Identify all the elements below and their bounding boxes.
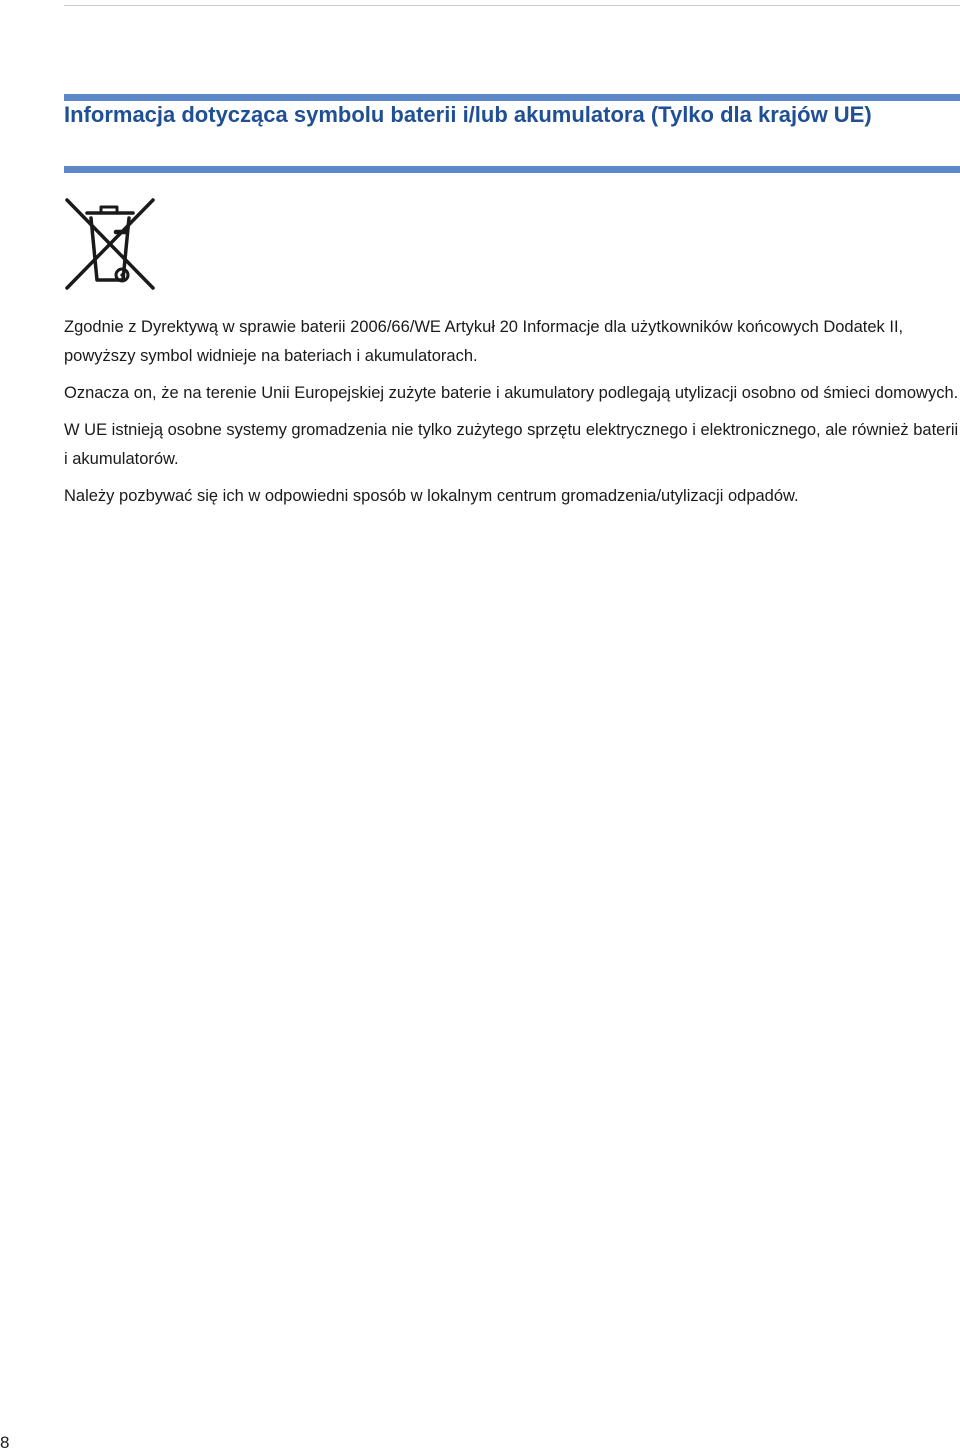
crossed-out-wheeled-bin-icon: [64, 196, 156, 292]
paragraph-directive: Zgodnie z Dyrektywą w sprawie baterii 2006/66/WE Artykuł 20 Informacje dla użytkowników końcowych Dodatek II, powyższy symbol widnieje na bateriach i akumulatorach.: [64, 318, 904, 365]
page-number: 8: [0, 1433, 10, 1452]
document-body: [64, 313, 960, 519]
paragraph-disposal: Należy pozbywać się ich w odpowiedni sposób w lokalnym centrum gromadzenia/utylizacji odpadów.: [64, 487, 799, 505]
section-title: Informacja dotycząca symbolu baterii i/lub akumulatora (Tylko dla krajów UE): [64, 102, 872, 127]
heading-rule-bottom: [64, 166, 960, 173]
top-divider: [64, 5, 960, 6]
paragraph-meaning: Oznacza on, że na terenie Unii Europejskiej zużyte baterie i akumulatory podlegają utylizacji osobno od śmieci domowych.: [64, 384, 959, 402]
paragraph-collection-systems: W UE istnieją osobne systemy gromadzenia nie tylko zużytego sprzętu elektrycznego i elektronicznego, ale również baterii i akumulatorów.: [64, 421, 959, 468]
